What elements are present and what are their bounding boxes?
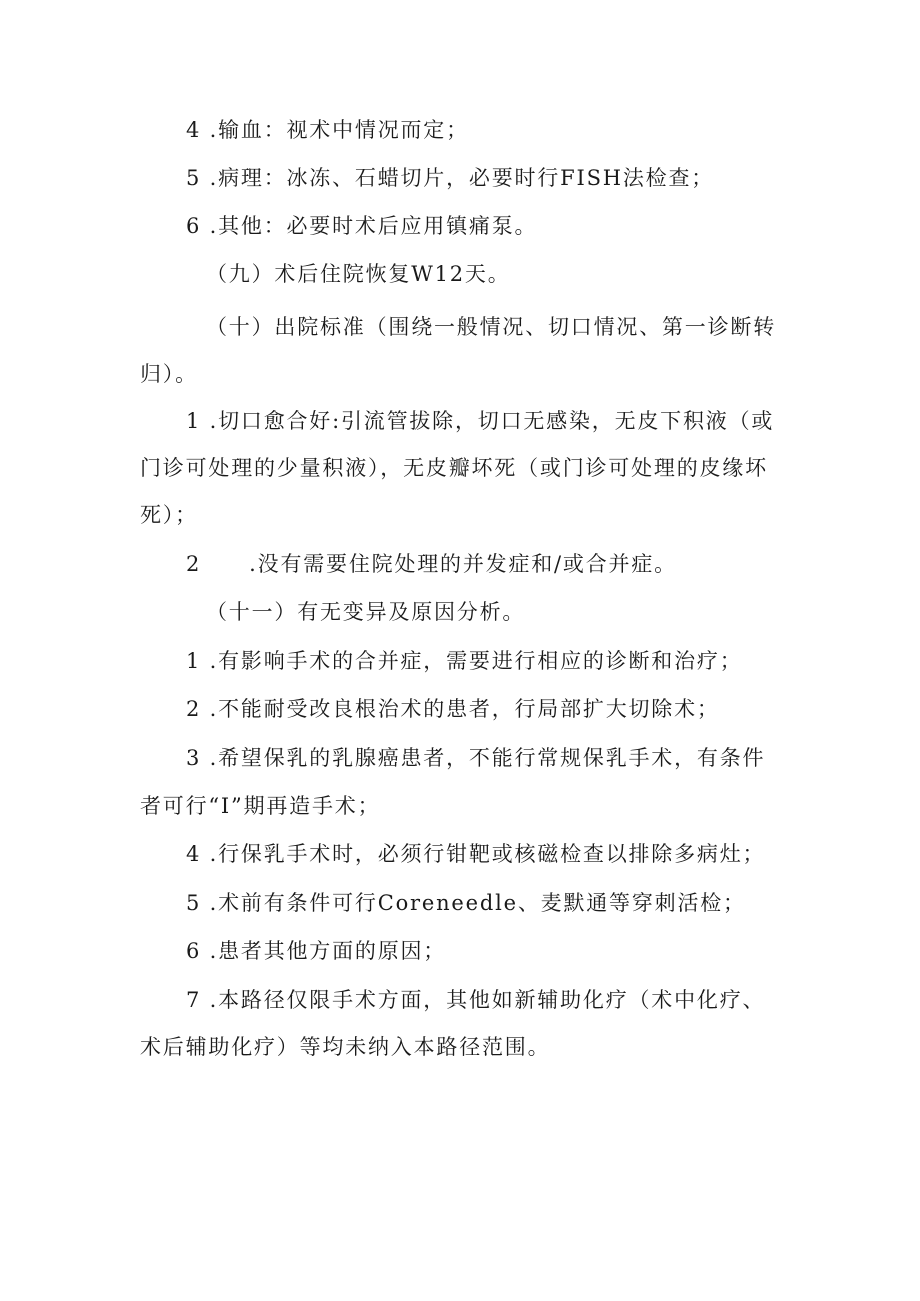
text-line-8: 门诊可处理的少量积液），无皮瓣坏死（或门诊可处理的皮缘坏 (140, 456, 768, 480)
text-line-5: （十）出院标准（围绕一般情况、切口情况、第一诊断转 (206, 315, 776, 339)
text-line-3: 6 .其他：必要时术后应用镇痛泵。 (186, 214, 538, 238)
list-text: .没有需要住院处理的并发症和/或合并症。 (249, 552, 677, 576)
text-line-18: 6 .患者其他方面的原因； (186, 939, 447, 963)
text-line-20: 术后辅助化疗）等均未纳入本路径范围。 (140, 1035, 551, 1059)
text-line-19: 7 .本路径仅限手术方面，其他如新辅助化疗（术中化疗、 (186, 988, 766, 1012)
text-line-17: 5 .术前有条件可行Coreneedle、麦默通等穿刺活检； (186, 891, 746, 915)
text-line-14: 3 .希望保乳的乳腺癌患者，不能行常规保乳手术，有条件 (186, 746, 766, 770)
text-line-13: 2 .不能耐受改良根治术的患者，行局部扩大切除术； (186, 697, 720, 721)
text-line-2: 5 .病理：冰冻、石蜡切片，必要时行FISH法检查； (186, 166, 715, 190)
text-line-4: （九）术后住院恢复W12天。 (206, 262, 511, 286)
text-line-11: （十一）有无变异及原因分析。 (206, 600, 526, 624)
text-line-7: 1 .切口愈合好:引流管拔除，切口无感染，无皮下积液（或 (186, 409, 775, 433)
text-line-10 (186, 549, 677, 579)
text-line-1: 4 .输血：视术中情况而定； (186, 118, 469, 142)
text-line-16: 4 .行保乳手术时，必须行钳靶或核磁检查以排除多病灶； (186, 842, 766, 866)
list-number: 2 (186, 552, 202, 576)
text-line-15: 者可行“I”期再造手术； (140, 794, 381, 818)
text-line-12: 1 .有影响手术的合并症，需要进行相应的诊断和治疗； (186, 649, 743, 673)
text-line-6: 归）。 (140, 362, 198, 386)
text-line-9: 死）； (140, 503, 198, 527)
